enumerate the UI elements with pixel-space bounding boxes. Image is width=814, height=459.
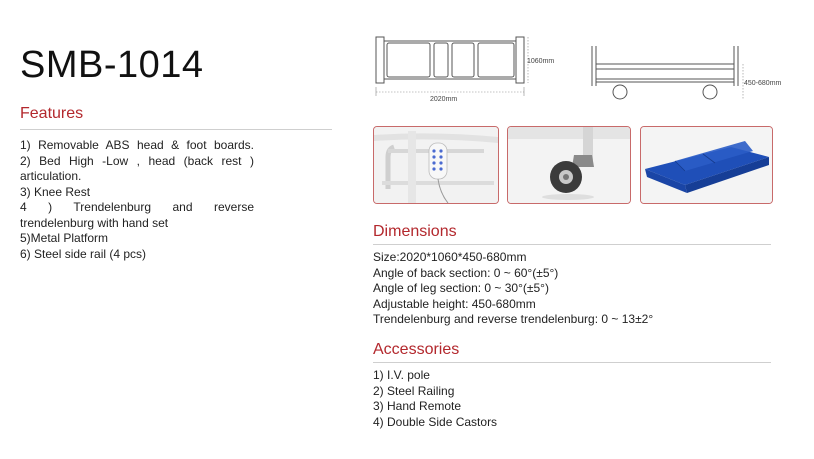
bed-side-view-drawing	[588, 38, 788, 113]
feature-line: articulation.	[20, 169, 82, 183]
feature-line: 2) Bed High -Low , head (back rest )	[20, 153, 254, 168]
dimensions-list	[373, 250, 653, 328]
features-list	[20, 138, 254, 262]
feature-line: 6) Steel side rail (4 pcs)	[20, 246, 147, 261]
mattress-photo	[640, 126, 773, 204]
feature-line: 4 ) Trendelenburg and reverse	[20, 200, 254, 214]
feature-line: 5)Metal Platform	[20, 231, 109, 245]
castor-photo	[507, 126, 631, 204]
hand-remote-photo	[373, 126, 499, 204]
side-view-height-label: 450-680mm	[744, 80, 782, 87]
features-heading: Features	[20, 105, 84, 122]
dimensions-divider	[373, 244, 771, 245]
product-title: SMB-1014	[20, 44, 204, 86]
dimension-line: Adjustable height: 450-680mm	[373, 296, 536, 311]
accessory-line: 1) I.V. pole	[373, 368, 430, 382]
top-view-length-label: 2020mm	[430, 96, 458, 103]
accessory-line: 4) Double Side Castors	[373, 414, 498, 429]
feature-line: trendelenburg with hand set	[20, 215, 169, 230]
dimension-line: Size:2020*1060*450-680mm	[373, 250, 527, 264]
bed-top-view-drawing	[372, 30, 567, 117]
feature-line: 1) Removable ABS head & foot boards.	[20, 138, 254, 152]
dimension-line: Trendelenburg and reverse trendelenburg: 0 ~ 13±2°	[373, 312, 654, 326]
accessories-list	[373, 368, 497, 430]
accessories-divider	[373, 362, 771, 363]
accessory-line: 3) Hand Remote	[373, 399, 462, 413]
accessory-line: 2) Steel Railing	[373, 383, 455, 398]
feature-line: 3) Knee Rest	[20, 184, 91, 199]
features-divider	[20, 129, 332, 130]
accessories-heading: Accessories	[373, 341, 460, 358]
dimension-line: Angle of back section: 0 ~ 60°(±5°)	[373, 265, 559, 280]
dimension-line: Angle of leg section: 0 ~ 30°(±5°)	[373, 281, 549, 295]
dimensions-heading: Dimensions	[373, 223, 457, 240]
top-view-width-label: 1060mm	[527, 58, 555, 65]
